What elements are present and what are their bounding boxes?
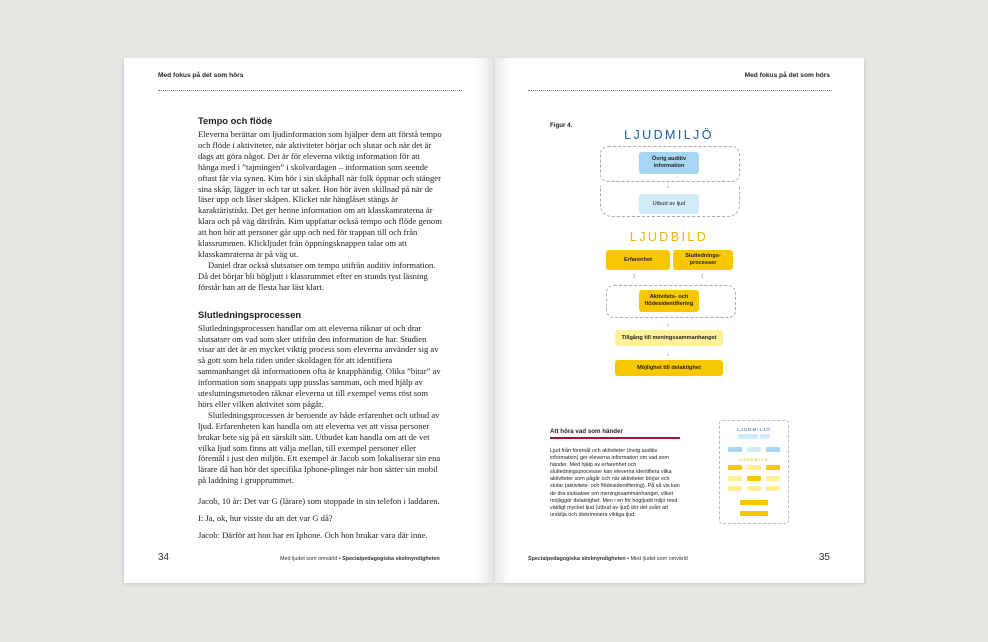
paragraph: Slutledningsprocessen är beroende av både erfarenhet och utbud av ljud. Erfarenheten kan handla om att eleverna vet att vissa personer brukar bete sig på ett särskilt sätt. Utbudet kan handla om att de vet vilka ljud som finns att välja mellan, till exempel personer eller föremål i just den miljön. Ett exempel är Jacob som lokaliserar sin ena lärare då han hör det specifika Iphone-plinget när hon sätter sin mobil på laddning i grupprummet. [198, 409, 441, 486]
arrow-updown-icon: ↕ [632, 271, 636, 280]
thumbnail-box [766, 476, 780, 481]
diagram-thumbnail [719, 420, 789, 524]
box-erfarenhet: Erfarenhet [606, 250, 670, 270]
box-tillgang-till-meningssammanhanget: Tillgång till meningssammanhanget [615, 330, 723, 346]
thumbnail-box [747, 486, 761, 491]
footer-separator: • [627, 556, 630, 562]
diagram-title-ljudbild: LJUDBILD [629, 230, 709, 244]
paragraph: Daniel drar också slutsatser om tempo utifrån auditiv information. Då det börjar bli högljutt i klassrummet efter en stunds tyst läsning förstår han att de flesta har läst klart. [198, 259, 436, 292]
footer-book-title: Med ljudet som omvärld [280, 556, 338, 562]
sidebar-text: Ljud från föremål och aktiviteter (övrig auditiv information) ger eleverna information om vad som händer. Med hjälp av erfarenhet och slutledningsprocesser kan eleverna identifiera vilka aktiviteter som pågår och när aktiviteter börjar och slutar (aktivitets- och flödesidentifiering). På så vis kan de dra slutsatser om meningssammanhanget, vilket möjliggör delaktighet. Men i en för högljudd miljö med väldigt mycket ljud (utbud av ljud) blir det svårt att urskilja och diskriminera viktiga ljud. [550, 448, 680, 518]
thumbnail-box [728, 465, 742, 470]
interview-quote: Jacob: Därför att hon har en Iphone. Och hon brukar vara där inne. [198, 530, 428, 540]
arrow-updown-icon: ↕ [700, 271, 704, 280]
box-aktivitets-och-flodesidentifiering: Aktivitets- och flödesidentifiering [639, 290, 699, 312]
section-heading-slutledning: Slutledningsprocessen [198, 308, 302, 320]
dotted-rule [158, 90, 462, 91]
arrow-down-icon: ↓ [666, 319, 670, 328]
sidebar-rule [550, 437, 680, 439]
figure-label: Figur 4. [550, 122, 573, 129]
paragraph: Slutledningsprocessen handlar om att eleverna räknar ut och drar slutsatser om vad som sker utifrån den information de har. Studien visar att det är en mycket viktig process som eleverna använder sig av så gott som hela tiden under skoldagen för att identifiera sammanhanget då informationen ofta är knapphändig. Olika ”bitar” av information som snappats upp pusslas samman, och med hjälp av uteslutningsmetoden räknar eleverna ut till exempel vems röst som hörs eller vilken aktivitet som pågår. [198, 322, 441, 409]
thumbnail-box [747, 447, 761, 452]
sidebar-title: Att höra vad som händer [550, 428, 623, 435]
left-page [124, 58, 494, 583]
box-mojlighet-till-delaktighet: Möjlighet till delaktighet [615, 360, 723, 376]
running-head: Med fokus på det som hörs [744, 72, 830, 79]
thumbnail-box [738, 434, 758, 439]
page-footer [280, 556, 440, 562]
thumbnail-box [740, 500, 768, 505]
utbud-bracket [600, 186, 740, 217]
section-heading-tempo: Tempo och flöde [198, 115, 273, 126]
box-slutledningsprocesser: Slutlednings-processer [673, 250, 733, 270]
page-number: 34 [158, 552, 170, 563]
thumbnail-box [740, 511, 768, 516]
thumbnail-box [766, 486, 780, 491]
footer-separator: • [338, 556, 341, 562]
thumbnail-box [728, 486, 742, 491]
right-page [494, 58, 864, 583]
interview-quote: Jacob, 10 år: Det var G (lärare) som stoppade in sin telefon i laddaren. [198, 496, 440, 507]
thumbnail-box [728, 476, 742, 481]
thumbnail-box [766, 447, 780, 452]
diagram-title-ljudmiljo: LJUDMILJÖ [624, 128, 714, 142]
thumbnail-box [747, 476, 761, 481]
thumbnail-title-ljudmiljo: LJUDMILJÖ [737, 427, 771, 432]
interview-quote: I: Ja, ok, hur visste du att det var G då? [198, 513, 333, 524]
footer-book-title: Med ljudet som omvärld [630, 556, 688, 562]
box-utbud-av-ljud: Utbud av ljud [639, 194, 699, 214]
thumbnail-box [728, 447, 742, 452]
thumbnail-box [766, 465, 780, 470]
footer-publisher: Specialpedagogiska skolmyndigheten [342, 556, 440, 562]
box-ovrig-auditiv-information: Övrig auditiv information [639, 152, 699, 174]
thumbnail-box [760, 434, 770, 439]
body-column [198, 115, 442, 541]
page-footer [528, 556, 688, 562]
dotted-rule [528, 90, 832, 91]
paragraph: Eleverna berättar om ljudinformation som hjälper dem att förstå tempo och flöde i aktiviteter, när aktiviteter börjar och slutar och när det är dags att göra något. Det är för eleverna viktig information för att hänga med i ”tajmingen” i skolvardagen – information som seende oftast får via synen. Kim hör i sin skåphall när folk öppnar och stänger sina skåp, lägger in och tar ut saker. Hon hör även skillnad på när de läser upp och låser skåpen. Klicket när hänglåset stängs är karaktäristiskt. Det ger henne information om att klasskamraterna är klara och på väg därifrån. Kim uppfattar också tempo och flöde genom att hon hör att personer går upp och ned för trappan till och från klassrummen. Klickljudet från öppningsknappen talar om att klasskamraterna är på väg ut. [198, 129, 442, 259]
arrow-down-icon: ↓ [666, 349, 670, 358]
running-head: Med fokus på det som hörs [158, 72, 244, 79]
thumbnail-box [747, 465, 761, 470]
footer-publisher: Specialpedagogiska skolmyndigheten [528, 556, 626, 562]
thumbnail-title-ljudbild: LJUDBILD [739, 457, 769, 462]
arrow-down-icon: ↓ [666, 181, 670, 190]
page-number: 35 [818, 552, 830, 563]
